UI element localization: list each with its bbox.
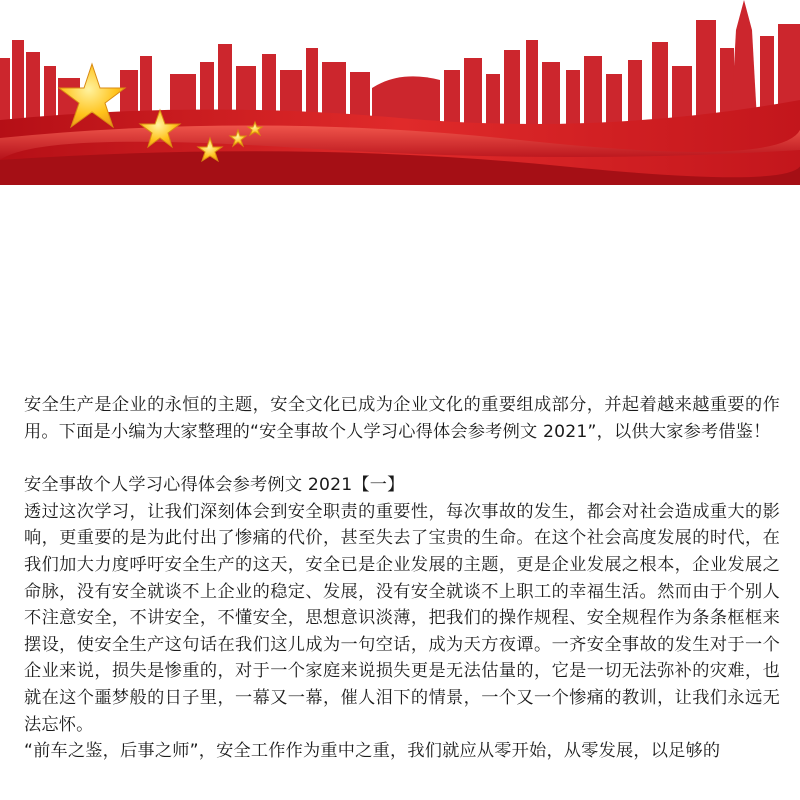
city-skyline-banner-image (0, 0, 800, 185)
intro-paragraph: 安全生产是企业的永恒的主题，安全文化已成为企业文化的重要组成部分，并起着越来越重要的作用。下面是小编为大家整理的“安全事故个人学习心得体会参考例文 2021”，以供大家参考借鉴！ (24, 395, 780, 442)
paragraph-gap (24, 445, 780, 472)
article-body (24, 392, 780, 765)
body-paragraph-1: 透过这次学习，让我们深刻体会到安全职责的重要性，每次事故的发生，都会对社会造成重大的影响，更重要的是为此付出了惨痛的代价，甚至失去了宝贵的生命。在这个社会高度发展的时代，在我们加大力度呼吁安全生产的这天，安全已是企业发展的主题，更是企业发展之根本，企业发展之命脉，没有安全就谈不上企业的稳定、发展，没有安全就谈不上职工的幸福生活。然而由于个别人不注意安全，不讲安全，不懂安全，思想意识淡薄，把我们的操作规程、安全规程作为条条框框来摆设，使安全生产这句话在我们这儿成为一句空话，成为天方夜谭。一齐安全事故的发生对于一个企业来说，损失是惨重的，对于一个家庭来说损失更是无法估量的，它是一切无法弥补的灾难，也就在这个噩梦般的日子里，一幕又一幕，催人泪下的情景，一个又一个惨痛的教训，让我们永远无法忘怀。 (24, 501, 780, 735)
section-title: 安全事故个人学习心得体会参考例文 2021【一】 (24, 475, 405, 496)
body-paragraph-2: “前车之鉴，后事之师”，安全工作作为重中之重，我们就应从零开始，从零发展，以足够的 (24, 741, 721, 762)
header-banner (0, 0, 800, 185)
